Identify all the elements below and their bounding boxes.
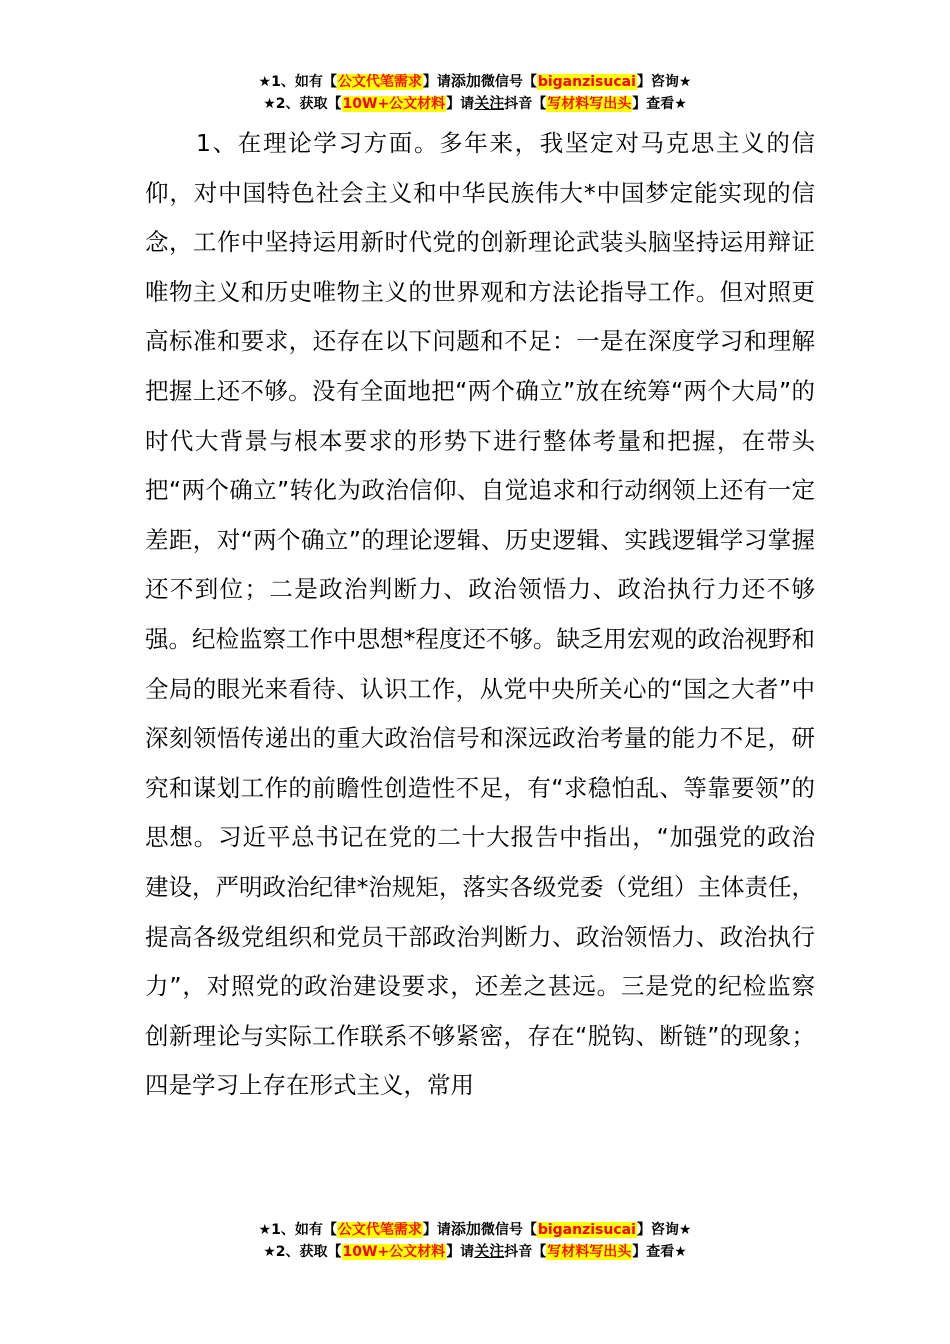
header-banner [0,70,950,114]
footer-line-1-highlight-wechat: biganzisucai [537,1222,636,1238]
footer-line-1-suffix: 】咨询★ [636,1222,692,1238]
body-paragraph: 1、在理论学习方面。多年来，我坚定对马克思主义的信仰，对中国特色社会主义和中华民族伟大*中国梦定能实现的信念，工作中坚持运用新时代党的创新理论武装头脑坚持运用辩证唯物主义和历史唯物主义的世界观和方法论指导工作。但对照更高标准和要求，还存在以下问题和不足：一是在深度学习和理解把握上还不够。没有全面地把“两个确立”放在统筹“两个大局”的时代大背景与根本要求的形势下进行整体考量和把握，在带头把“两个确立”转化为政治信仰、自觉追求和行动纲领上还有一定差距，对“两个确立”的理论逻辑、历史逻辑、实践逻辑学习掌握还不到位；二是政治判断力、政治领悟力、政治执行力还不够强。纪检监察工作中思想*程度还不够。缺乏用宏观的政治视野和全局的眼光来看待、认识工作，从党中央所关心的“国之大者”中深刻领悟传递出的重大政治信号和深远政治考量的能力不足，研究和谋划工作的前瞻性创造性不足，有“求稳怕乱、等靠要领”的思想。习近平总书记在党的二十大报告中指出，“加强党的政治建设，严明政治纪律*治规矩，落实各级党委（党组）主体责任，提高各级党组织和党员干部政治判断力、政治领悟力、政治执行力”，对照党的政治建设要求，还差之甚远。三是党的纪检监察创新理论与实际工作联系不够紧密，存在“脱钩、断链”的现象；四是学习上存在形式主义，常用 [145,129,815,1100]
banner-line-1-middle: 】请 [422,74,451,90]
footer-line-2-highlight-materials: 10W+公文材料 [342,1244,446,1260]
footer-line-1-middle-2: 微信号【 [480,1222,537,1238]
banner-line-2-suffix: 】查看★ [632,96,687,112]
banner-line-2-middle-2: 抖音【 [504,96,547,112]
banner-line-1-prefix: ★1、如有【 [258,74,337,90]
footer-line-2-middle: 】请 [446,1244,475,1260]
banner-line-2-emphasis: 关注 [474,94,505,112]
footer-banner [0,1218,950,1262]
banner-line-2-highlight-materials: 10W+公文材料 [342,96,446,112]
banner-line-1-emphasis: 添加 [450,72,481,90]
footer-banner-line-2 [0,1240,950,1262]
footer-line-1-emphasis: 添加 [450,1220,481,1238]
footer-line-2-highlight-douyin: 写材料写出头 [547,1244,632,1260]
banner-line-1-suffix: 】咨询★ [636,74,692,90]
banner-line-1-highlight-service: 公文代笔需求 [337,74,422,90]
footer-line-1-middle: 】请 [422,1222,451,1238]
footer-line-1-prefix: ★1、如有【 [258,1222,337,1238]
banner-line-2-highlight-douyin: 写材料写出头 [547,96,632,112]
footer-line-2-middle-2: 抖音【 [504,1244,547,1260]
banner-line-2 [0,92,950,114]
footer-line-2-prefix: ★2、获取【 [263,1244,342,1260]
banner-line-2-prefix: ★2、获取【 [263,96,342,112]
footer-line-2-emphasis: 关注 [474,1242,505,1260]
banner-line-2-middle: 】请 [446,96,475,112]
banner-line-1 [0,70,950,92]
footer-line-1-highlight-service: 公文代笔需求 [337,1222,422,1238]
footer-banner-line-1 [0,1218,950,1240]
banner-line-1-middle-2: 微信号【 [480,74,537,90]
footer-line-2-suffix: 】查看★ [632,1244,687,1260]
banner-line-1-highlight-wechat: biganzisucai [537,74,636,90]
